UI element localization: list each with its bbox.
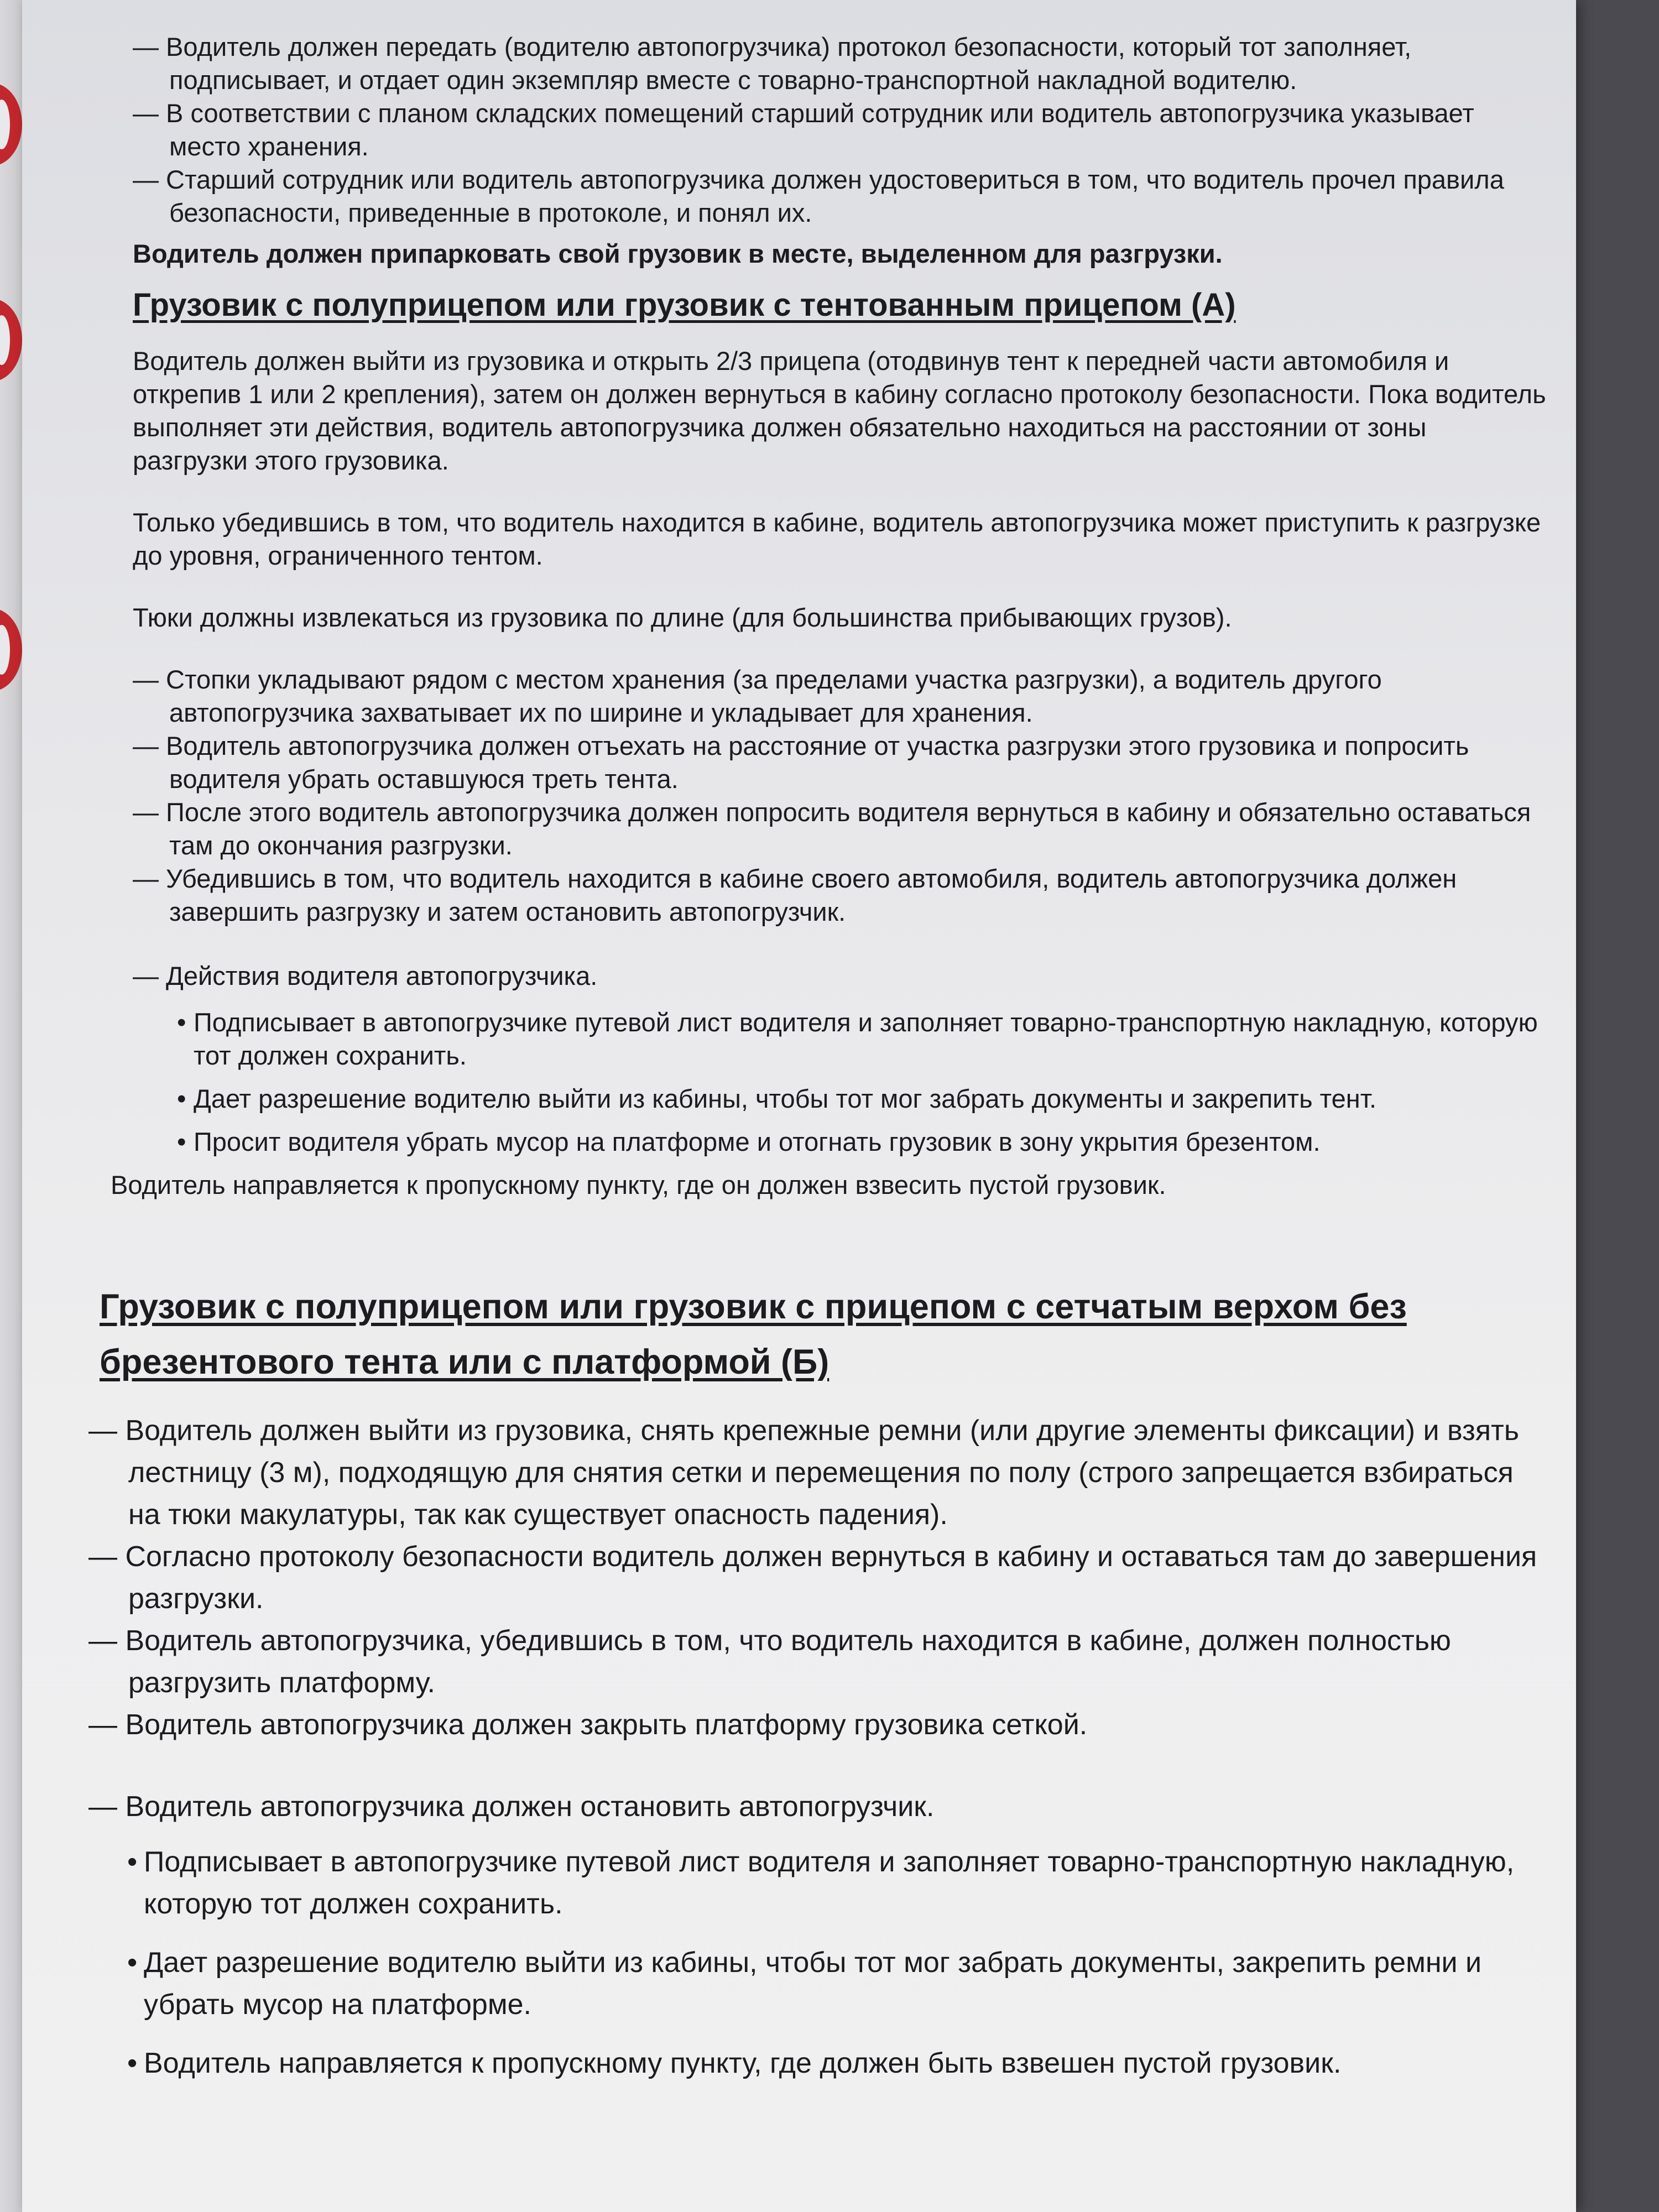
list-item: — Водитель автопогрузчика, убедившись в том, что водитель находится в кабине, должен полностью разгрузить платформу. [88, 1625, 1451, 1699]
section-a-steps [133, 663, 1548, 928]
bullet-item: • Просит водителя убрать мусор на платформе и отогнать грузовик в зону укрытия брезентом. [177, 1125, 1548, 1159]
list-item: — Убедившись в том, что водитель находится в кабине своего автомобиля, водитель автопогрузчика должен завершить разгрузку и затем остановить автопогрузчик. [133, 864, 1457, 926]
section-b-bullets [88, 1841, 1548, 2084]
red-circle-mark [0, 299, 22, 382]
section-a-title: Грузовик с полуприцепом или грузовик с тентованным прицепом (А) [133, 287, 1236, 323]
bullet-item: • Подписывает в автопогрузчике путевой лист водителя и заполняет товарно-транспортную накладную, которую тот должен сохранить. [177, 1006, 1548, 1072]
list-item: — В соответствии с планом складских помещений старший сотрудник или водитель автопогрузчика указывает место хранения. [133, 98, 1474, 161]
list-item: — Согласно протоколу безопасности водитель должен вернуться в кабину и оставаться там до завершения разгрузки. [88, 1541, 1537, 1615]
list-item: — Водитель должен выйти из грузовика, снять крепежные ремни (или другие элементы фиксации) и взять лестницу (3 м), подходящую для снятия сетки и перемещения по полу (строго запрещается взбираться на тюки макулатуры, так как существует опасность падения). [88, 1415, 1519, 1531]
page-content [88, 30, 1548, 2101]
list-item: — После этого водитель автопогрузчика должен попросить водителя вернуться в кабину и обязательно оставаться там до окончания разгрузки. [133, 797, 1531, 860]
list-item: — Водитель автопогрузчика должен закрыть платформу грузовика сеткой. [88, 1709, 1088, 1741]
stop-line: — Водитель автопогрузчика должен остановить автопогрузчик. [88, 1791, 935, 1823]
parking-instruction: Водитель должен припарковать свой грузовик в месте, выделенном для разгрузки. [133, 239, 1223, 268]
list-item: — Старший сотрудник или водитель автопогрузчика должен удостовериться в том, что водитель прочел правила безопасности, приведенные в протоколе, и понял их. [133, 165, 1504, 227]
list-item: — Стопки укладывают рядом с местом хранения (за пределами участка разгрузки), а водитель другого автопогрузчика захватывает их по ширине и укладывает для хранения. [133, 665, 1382, 727]
adjacent-page-edge [0, 0, 22, 2212]
bullet-item: • Дает разрешение водителю выйти из кабины, чтобы тот мог забрать документы, закрепить ремни и убрать мусор на платформе. [127, 1942, 1548, 2026]
section-b-body [88, 1410, 1548, 2084]
paragraph: Только убедившись в том, что водитель находится в кабине, водитель автопогрузчика может приступить к разгрузке до уровня, ограниченного тентом. [133, 508, 1541, 570]
list-item: — Водитель автопогрузчика должен отъехать на расстояние от участка разгрузки этого грузовика и попросить водителя убрать оставшуюся треть тента. [133, 731, 1469, 794]
paragraph: Тюки должны извлекаться из грузовика по длине (для большинства прибывающих грузов). [133, 603, 1232, 632]
bullet-item: • Подписывает в автопогрузчике путевой лист водителя и заполняет товарно-транспортную накладную, которую тот должен сохранить. [127, 1841, 1548, 1925]
bullet-item: • Водитель направляется к пропускному пункту, где должен быть взвешен пустой грузовик. [127, 2042, 1548, 2084]
section-a-bullets [133, 1006, 1548, 1159]
actions-heading: — Действия водителя автопогрузчика. [133, 961, 598, 990]
paragraph: Водитель должен выйти из грузовика и открыть 2/3 прицепа (отодвинув тент к передней части автомобиля и открепив 1 или 2 крепления), затем он должен вернуться в кабину согласно протоколу безопасности. Пока водитель выполняет эти действия, водитель автопогрузчика должен обязательно находиться на расстоянии от зоны разгрузки этого грузовика. [133, 346, 1546, 475]
red-circle-mark [0, 608, 22, 691]
section-b-title: Грузовик с полуприцепом или грузовик с прицепом с сетчатым верхом без брезентового тента или с платформой (Б) [100, 1287, 1407, 1381]
closing-line: Водитель направляется к пропускному пункту, где он должен взвесить пустой грузовик. [111, 1170, 1166, 1199]
intro-list [133, 30, 1548, 270]
bullet-item: • Дает разрешение водителю выйти из кабины, чтобы тот мог забрать документы и закрепить тент. [177, 1082, 1548, 1115]
document-page [22, 0, 1576, 2212]
red-circle-mark [0, 83, 22, 166]
list-item: — Водитель должен передать (водителю автопогрузчика) протокол безопасности, который тот заполняет, подписывает, и отдает один экземпляр вместе с товарно-транспортной накладной водителю. [133, 32, 1412, 95]
